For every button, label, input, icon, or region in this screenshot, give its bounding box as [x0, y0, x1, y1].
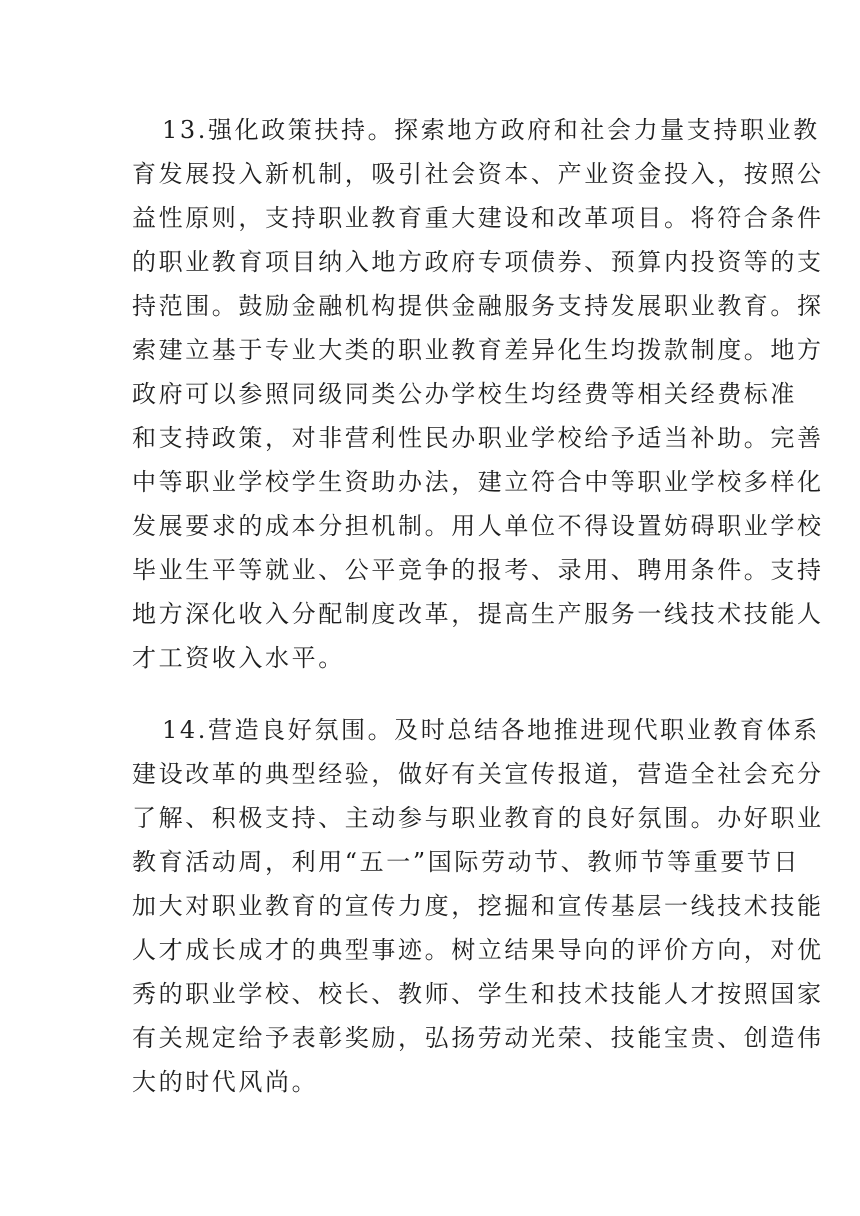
- paragraph-14-line-1: 14.营造良好氛围。及时总结各地推进现代职业教育体系: [162, 716, 820, 744]
- paragraph-13-line-12: 地方深化收入分配制度改革，提高生产服务一线技术技能人: [132, 600, 824, 628]
- paragraph-14-line-7: 秀的职业学校、校长、教师、学生和技术技能人才按照国家: [132, 980, 824, 1008]
- paragraph-13-line-7: 政府可以参照同级同类公办学校生均经费等相关经费标准: [132, 380, 797, 408]
- paragraph-13-line-8: 和支持政策，对非营利性民办职业学校给予适当补助。完善: [132, 424, 824, 452]
- paragraph-13-line-4: 的职业教育项目纳入地方政府专项债券、预算内投资等的支: [132, 248, 824, 276]
- paragraph-14-line-9: 大的时代风尚。: [132, 1068, 319, 1096]
- paragraph-14-line-2: 建设改革的典型经验，做好有关宣传报道，营造全社会充分: [132, 760, 824, 788]
- paragraph-13-line-9: 中等职业学校学生资助办法，建立符合中等职业学校多样化: [132, 468, 824, 496]
- paragraph-13-line-3: 益性原则，支持职业教育重大建设和改革项目。将符合条件: [132, 204, 824, 232]
- paragraph-13-line-6: 索建立基于专业大类的职业教育差异化生均拨款制度。地方: [132, 336, 824, 364]
- paragraph-13-line-1: 13.强化政策扶持。探索地方政府和社会力量支持职业教: [162, 116, 820, 144]
- paragraph-14-line-8: 有关规定给予表彰奖励，弘扬劳动光荣、技能宝贵、创造伟: [132, 1024, 824, 1052]
- paragraph-13-line-2: 育发展投入新机制，吸引社会资本、产业资金投入，按照公: [132, 160, 824, 188]
- paragraph-13-line-10: 发展要求的成本分担机制。用人单位不得设置妨碍职业学校: [132, 512, 824, 540]
- paragraph-14-line-4: 教育活动周，利用“五一”国际劳动节、教师节等重要节日: [132, 848, 801, 876]
- paragraph-14-line-6: 人才成长成才的典型事迹。树立结果导向的评价方向，对优: [132, 936, 824, 964]
- paragraph-14-line-5: 加大对职业教育的宣传力度，挖掘和宣传基层一线技术技能: [132, 892, 824, 920]
- paragraph-13-line-13: 才工资收入水平。: [132, 644, 345, 672]
- paragraph-13-line-11: 毕业生平等就业、公平竞争的报考、录用、聘用条件。支持: [132, 556, 824, 584]
- paragraph-14-line-3: 了解、积极支持、主动参与职业教育的良好氛围。办好职业: [132, 804, 824, 832]
- paragraph-13-line-5: 持范围。鼓励金融机构提供金融服务支持发展职业教育。探: [132, 292, 824, 320]
